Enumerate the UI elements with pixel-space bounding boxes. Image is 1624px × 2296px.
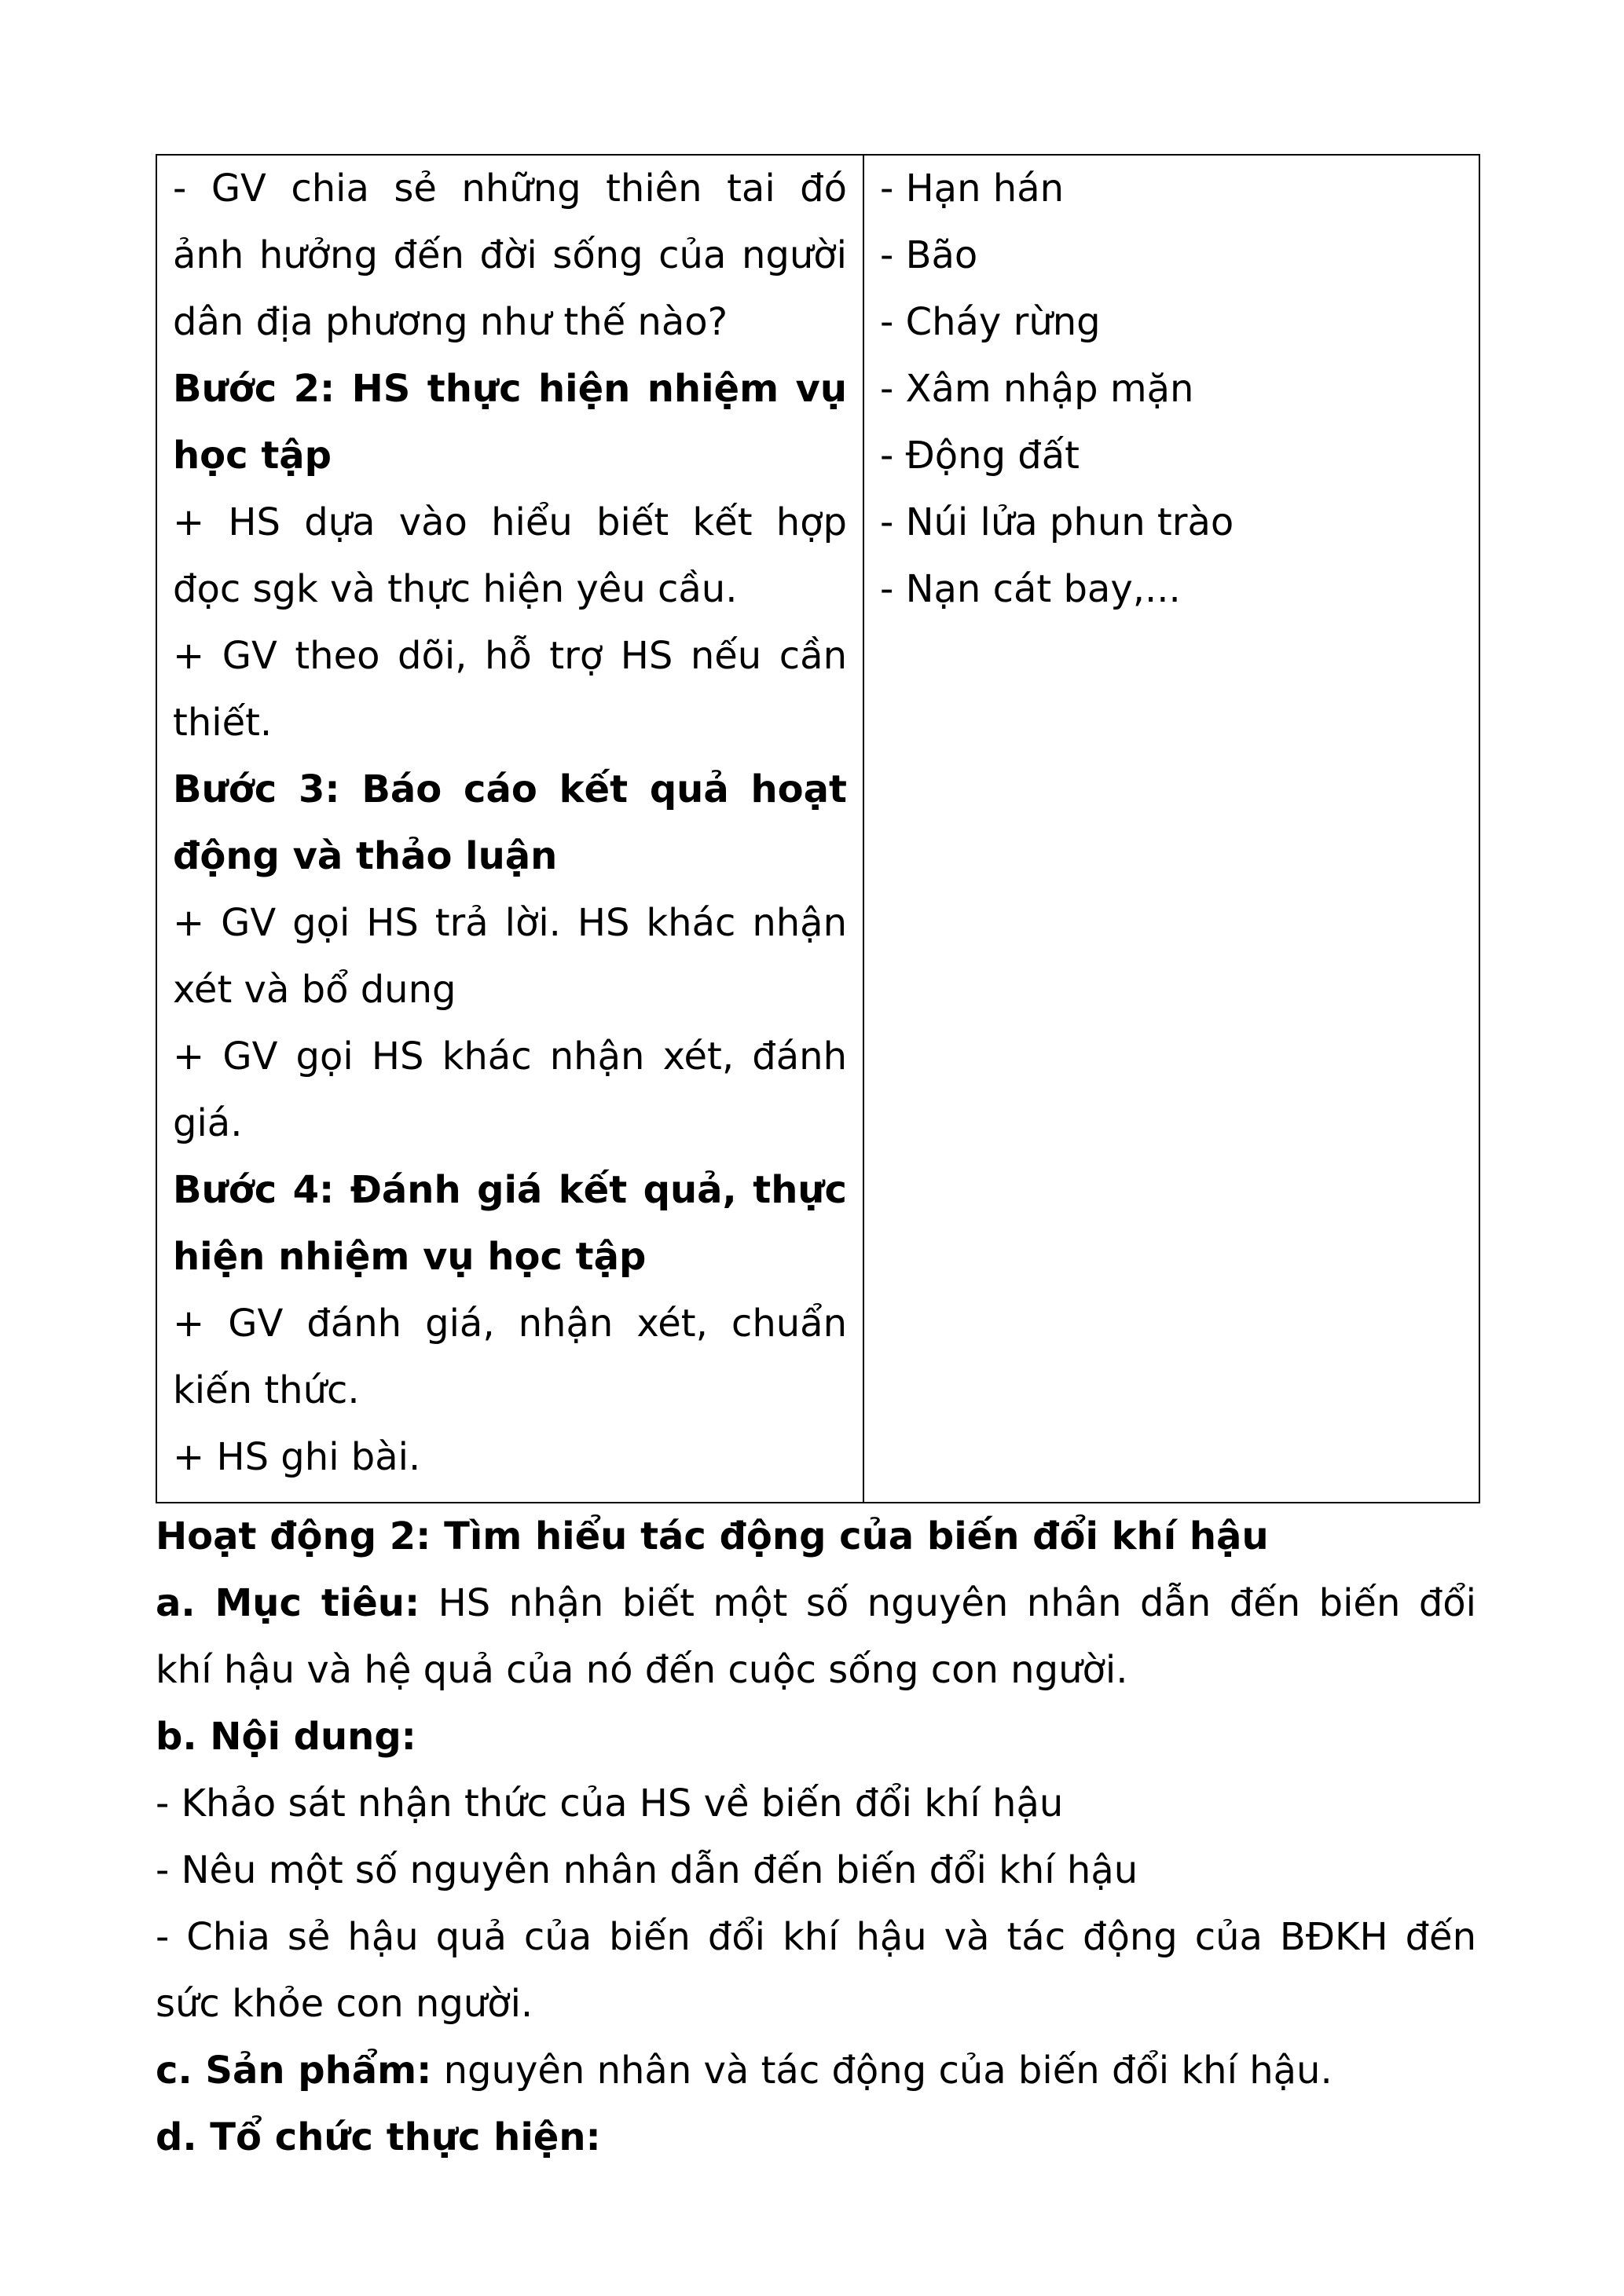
content-item-3-line-1: - Chia sẻ hậu quả của biến đổi khí hậu và tác động của BĐKH đến — [156, 1915, 1476, 1959]
objective-label: a. Mục tiêu: — [156, 1581, 420, 1625]
left-cell-line: ảnh hưởng đến đời sống của người — [173, 233, 847, 277]
right-cell-line: - Bão — [880, 233, 978, 277]
product-line — [156, 2038, 1476, 2104]
right-cell-line: - Cháy rừng — [880, 300, 1101, 344]
left-cell-line: đọc sgk và thực hiện yêu cầu. — [173, 567, 738, 611]
expected-results-cell — [863, 155, 1479, 1503]
activity-2-section — [156, 1503, 1476, 2171]
left-cell-line: + GV gọi HS trả lời. HS khác nhận — [173, 901, 847, 945]
content-item-2: - Nêu một số nguyên nhân dẫn đến biến đổi khí hậu — [156, 1848, 1138, 1892]
right-cell-line: - Động đất — [880, 434, 1080, 478]
left-cell-line: xét và bổ dung — [173, 968, 456, 1012]
left-cell-line: động và thảo luận — [173, 834, 558, 878]
section-heading: Hoạt động 2: Tìm hiểu tác động của biến đổi khí hậu — [156, 1514, 1269, 1558]
objective-line-2: khí hậu và hệ quả của nó đến cuộc sống con người. — [156, 1648, 1128, 1692]
left-cell-line: + HS dựa vào hiểu biết kết hợp — [173, 500, 847, 544]
right-cell-line: - Núi lửa phun trào — [880, 500, 1234, 544]
left-cell-line: học tập — [173, 434, 332, 478]
content-item-1: - Khảo sát nhận thức của HS về biến đổi khí hậu — [156, 1782, 1064, 1825]
product-text: nguyên nhân và tác động của biến đổi khí hậu. — [431, 2049, 1333, 2093]
document-page — [156, 154, 1476, 2171]
product-label: c. Sản phẩm: — [156, 2049, 432, 2093]
left-cell-line: + GV đánh giá, nhận xét, chuẩn — [173, 1302, 847, 1346]
left-cell-line: hiện nhiệm vụ học tập — [173, 1235, 647, 1279]
content-item-3-line-2: sức khỏe con người. — [156, 1982, 533, 2026]
implementation-label: d. Tổ chức thực hiện: — [156, 2115, 601, 2159]
left-cell-line: Bước 2: HS thực hiện nhiệm vụ — [173, 367, 847, 411]
left-cell-line: - GV chia sẻ những thiên tai đó — [173, 167, 847, 211]
table-row — [156, 155, 1479, 1503]
objective-line-1 — [156, 1570, 1476, 1637]
right-cell-line: - Hạn hán — [880, 167, 1065, 211]
left-cell-line: kiến thức. — [173, 1368, 360, 1412]
content-label: b. Nội dung: — [156, 1715, 416, 1759]
left-cell-line: giá. — [173, 1101, 243, 1145]
left-cell-line: Bước 4: Đánh giá kết quả, thực — [173, 1168, 847, 1212]
left-cell-line: + GV gọi HS khác nhận xét, đánh — [173, 1034, 847, 1078]
teacher-student-activities-cell — [156, 155, 863, 1503]
right-cell-lines — [880, 156, 1463, 623]
left-cell-line: dân địa phương như thế nào? — [173, 300, 728, 344]
left-cell-lines — [173, 156, 847, 1491]
left-cell-line: + HS ghi bài. — [173, 1435, 421, 1479]
left-cell-line: Bước 3: Báo cáo kết quả hoạt — [173, 767, 847, 811]
activity-table — [156, 154, 1480, 1503]
left-cell-line: + GV theo dõi, hỗ trợ HS nếu cần — [173, 634, 847, 678]
left-cell-line: thiết. — [173, 701, 273, 745]
objective-text: HS nhận biết một số nguyên nhân dẫn đến biến đổi — [420, 1581, 1476, 1625]
right-cell-line: - Xâm nhập mặn — [880, 367, 1194, 411]
right-cell-line: - Nạn cát bay,... — [880, 567, 1181, 611]
